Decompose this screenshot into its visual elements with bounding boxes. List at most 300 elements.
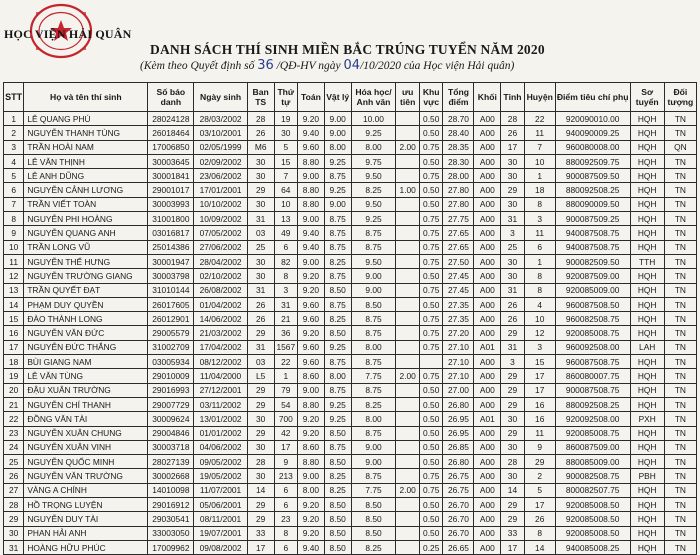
table-row xyxy=(4,326,697,340)
table-cell: 03005934 xyxy=(148,355,194,369)
table-cell: 31001800 xyxy=(148,212,194,226)
table-cell: NGUYỄN THẾ HƯNG xyxy=(24,254,148,268)
table-cell xyxy=(396,397,420,411)
table-cell: 7 xyxy=(274,169,298,183)
table-cell: TN xyxy=(664,426,696,440)
table-cell: 0.50 xyxy=(419,183,443,197)
table-cell: 8.75 xyxy=(351,240,396,254)
table-cell: 9.20 xyxy=(298,112,325,126)
table-cell: A00 xyxy=(474,483,501,497)
table-cell: 16 xyxy=(524,397,555,411)
table-row xyxy=(4,212,697,226)
table-cell: 19 xyxy=(274,112,298,126)
table-row xyxy=(4,126,697,140)
table-cell: 29 xyxy=(247,498,274,512)
table-cell: 31 xyxy=(501,340,525,354)
table-cell: 29 xyxy=(4,512,24,526)
table-cell: 23 xyxy=(4,426,24,440)
table-cell: 9.00 xyxy=(298,169,325,183)
table-cell: 23 xyxy=(274,512,298,526)
table-cell: 14 xyxy=(4,297,24,311)
table-cell: 28/04/2002 xyxy=(194,254,247,268)
table-cell: HQH xyxy=(630,383,664,397)
table-cell: TN xyxy=(664,469,696,483)
table-cell: ĐẬU XUÂN TRƯỜNG xyxy=(24,383,148,397)
table-cell: TN xyxy=(664,126,696,140)
table-cell: 14 xyxy=(524,540,555,554)
table-cell: 29 xyxy=(501,397,525,411)
table-cell: 8.75 xyxy=(351,469,396,483)
table-cell: 5 xyxy=(4,169,24,183)
table-cell: 25 xyxy=(501,240,525,254)
table-cell: 29 xyxy=(501,512,525,526)
table-cell: 30 xyxy=(501,254,525,268)
table-cell: 9.50 xyxy=(351,197,396,211)
table-cell: 8.75 xyxy=(351,355,396,369)
table-cell: 880092508.25 xyxy=(555,397,630,411)
table-cell: 3 xyxy=(274,283,298,297)
table-cell: 79 xyxy=(274,383,298,397)
table-cell: 13 xyxy=(274,212,298,226)
table-cell: A00 xyxy=(474,383,501,397)
table-cell: 3 xyxy=(524,212,555,226)
table-cell: 03016817 xyxy=(148,226,194,240)
table-row xyxy=(4,369,697,383)
table-cell: LAH xyxy=(630,340,664,354)
table-cell: 26.65 xyxy=(443,540,474,554)
table-cell xyxy=(396,540,420,554)
table-cell: A01 xyxy=(474,412,501,426)
table-cell: 9.40 xyxy=(298,540,325,554)
table-cell: 64 xyxy=(274,183,298,197)
table-cell: 03 xyxy=(247,226,274,240)
table-cell: NGUYỄN QUANG ANH xyxy=(24,226,148,240)
table-cell: 5 xyxy=(524,483,555,497)
table-cell: 29 xyxy=(501,369,525,383)
table-cell: 15 xyxy=(524,355,555,369)
table-cell: 17/04/2002 xyxy=(194,340,247,354)
table-cell: 9.00 xyxy=(351,440,396,454)
table-cell: 0.50 xyxy=(419,440,443,454)
table-cell: TN xyxy=(664,183,696,197)
table-cell: 8.50 xyxy=(351,526,396,540)
table-cell: 30001947 xyxy=(148,254,194,268)
table-cell: HQH xyxy=(630,112,664,126)
table-cell: HQH xyxy=(630,498,664,512)
table-cell: 31 xyxy=(247,212,274,226)
table-cell: 880085009.00 xyxy=(555,455,630,469)
table-cell: TN xyxy=(664,112,696,126)
table-cell: 8.75 xyxy=(351,426,396,440)
table-cell: 9.00 xyxy=(324,112,351,126)
table-cell: 02/05/1999 xyxy=(194,140,247,154)
table-cell: 26.70 xyxy=(443,526,474,540)
table-cell: A00 xyxy=(474,283,501,297)
table-cell: 8 xyxy=(524,526,555,540)
table-cell: 920090010.00 xyxy=(555,112,630,126)
table-cell: TN xyxy=(664,540,696,554)
table-cell: 27.45 xyxy=(443,269,474,283)
table-cell: 30 xyxy=(247,440,274,454)
table-cell: 29 xyxy=(247,397,274,411)
table-cell: 11 xyxy=(524,126,555,140)
table-cell: 8.75 xyxy=(324,169,351,183)
table-cell xyxy=(396,212,420,226)
table-cell: 04/06/2002 xyxy=(194,440,247,454)
table-cell: 26.75 xyxy=(443,469,474,483)
table-cell xyxy=(396,526,420,540)
table-cell: 15 xyxy=(4,312,24,326)
table-cell: 6 xyxy=(274,498,298,512)
decision-number: 36 xyxy=(257,58,274,73)
table-cell: 9 xyxy=(524,440,555,454)
table-cell: NGUYỄN PHI HOÀNG xyxy=(24,212,148,226)
table-cell: 8.50 xyxy=(324,512,351,526)
table-cell: TN xyxy=(664,154,696,168)
table-cell xyxy=(396,355,420,369)
table-cell: 6 xyxy=(274,483,298,497)
table-cell: 26 xyxy=(501,312,525,326)
table-cell: 9.00 xyxy=(324,126,351,140)
table-cell: 0.75 xyxy=(419,140,443,154)
table-cell: NGUYỄN TRƯỜNG GIANG xyxy=(24,269,148,283)
table-cell: 900087509.25 xyxy=(555,212,630,226)
table-cell: TN xyxy=(664,297,696,311)
table-cell: 27.45 xyxy=(443,283,474,297)
table-cell: A00 xyxy=(474,183,501,197)
table-cell: 9.00 xyxy=(298,212,325,226)
table-cell: 30 xyxy=(501,412,525,426)
table-cell: 14 xyxy=(247,483,274,497)
table-cell: TRẦN QUYẾT ĐẠT xyxy=(24,283,148,297)
table-cell: 920085008.50 xyxy=(555,498,630,512)
table-cell: 8.00 xyxy=(324,140,351,154)
table-cell: 27.20 xyxy=(443,326,474,340)
table-cell: TN xyxy=(664,169,696,183)
table-cell xyxy=(396,169,420,183)
table-cell: TN xyxy=(664,326,696,340)
table-cell: A00 xyxy=(474,240,501,254)
table-cell: 8.75 xyxy=(324,240,351,254)
table-cell: A00 xyxy=(474,197,501,211)
table-cell: 33 xyxy=(501,526,525,540)
table-cell: 20 xyxy=(4,383,24,397)
table-cell xyxy=(396,283,420,297)
table-cell: 8.80 xyxy=(298,154,325,168)
table-cell: 26 xyxy=(247,312,274,326)
table-cell: 17009962 xyxy=(148,540,194,554)
column-header: Vật lý xyxy=(324,83,351,112)
table-cell: 30003645 xyxy=(148,154,194,168)
table-cell: HQH xyxy=(630,240,664,254)
table-cell: 26.70 xyxy=(443,512,474,526)
table-cell: 8.50 xyxy=(324,526,351,540)
table-cell xyxy=(396,297,420,311)
table-cell: 30 xyxy=(247,154,274,168)
table-cell: 920085009.00 xyxy=(555,283,630,297)
table-cell: 28.40 xyxy=(443,126,474,140)
table-cell: 30 xyxy=(4,526,24,540)
table-row xyxy=(4,312,697,326)
table-cell: LÊ VĂN TÙNG xyxy=(24,369,148,383)
table-row xyxy=(4,197,697,211)
document-subtitle xyxy=(140,58,620,73)
table-cell: 30003993 xyxy=(148,197,194,211)
table-cell: 11/04/2000 xyxy=(194,369,247,383)
table-cell: 29007729 xyxy=(148,397,194,411)
table-cell: HQH xyxy=(630,369,664,383)
table-cell: 26 xyxy=(524,512,555,526)
column-header: Ngày sinh xyxy=(194,83,247,112)
table-row xyxy=(4,240,697,254)
table-cell: 31 xyxy=(4,540,24,554)
table-cell: TN xyxy=(664,226,696,240)
table-row xyxy=(4,254,697,268)
table-cell: A00 xyxy=(474,126,501,140)
table-cell xyxy=(396,126,420,140)
table-cell: 9.25 xyxy=(351,126,396,140)
table-cell: 0.75 xyxy=(419,312,443,326)
table-cell: A00 xyxy=(474,512,501,526)
table-cell: 0.75 xyxy=(419,212,443,226)
column-header: Sơ tuyển xyxy=(630,83,664,112)
table-cell: 9.00 xyxy=(298,469,325,483)
table-cell: 880090009.50 xyxy=(555,197,630,211)
table-cell: NGUYỄN ĐỨC THẮNG xyxy=(24,340,148,354)
table-cell: A00 xyxy=(474,112,501,126)
table-cell: 940087508.75 xyxy=(555,240,630,254)
subtitle-middle: /QĐ-HV ngày xyxy=(273,60,344,72)
table-cell: 0.75 xyxy=(419,283,443,297)
table-cell: 26.75 xyxy=(443,483,474,497)
table-cell xyxy=(396,226,420,240)
table-cell: 03 xyxy=(247,355,274,369)
table-cell: HQH xyxy=(630,326,664,340)
table-cell xyxy=(396,469,420,483)
table-cell: 4 xyxy=(4,154,24,168)
table-cell: A00 xyxy=(474,212,501,226)
table-row xyxy=(4,412,697,426)
table-cell: 4 xyxy=(524,297,555,311)
table-cell: 30 xyxy=(247,469,274,483)
table-cell: 08/11/2001 xyxy=(194,512,247,526)
table-cell: 9.20 xyxy=(298,426,325,440)
table-cell: 27/06/2002 xyxy=(194,240,247,254)
table-cell: 8.00 xyxy=(298,483,325,497)
column-header: Ban TS xyxy=(247,83,274,112)
table-cell: 17/01/2001 xyxy=(194,183,247,197)
table-cell: 17 xyxy=(501,140,525,154)
table-cell: 28024128 xyxy=(148,112,194,126)
table-cell: 3 xyxy=(501,355,525,369)
table-cell: 28.30 xyxy=(443,154,474,168)
table-cell: 30001841 xyxy=(148,169,194,183)
table-cell: 17006850 xyxy=(148,140,194,154)
table-cell xyxy=(419,355,443,369)
table-cell: 9.20 xyxy=(298,412,325,426)
table-cell: HQH xyxy=(630,226,664,240)
table-row xyxy=(4,540,697,554)
table-cell: 1 xyxy=(524,254,555,268)
table-cell: 82 xyxy=(274,254,298,268)
table-cell: NGUYỄN CHÍ THANH xyxy=(24,397,148,411)
table-cell: 8.80 xyxy=(298,455,325,469)
table-cell: 14 xyxy=(501,483,525,497)
table-cell: 8.25 xyxy=(351,397,396,411)
table-cell: 920085008.50 xyxy=(555,526,630,540)
table-cell: L5 xyxy=(247,369,274,383)
table-cell: 28 xyxy=(247,455,274,469)
table-cell: 30 xyxy=(247,412,274,426)
column-header: ưu tiên xyxy=(396,83,420,112)
table-cell: 9.25 xyxy=(351,212,396,226)
table-cell: 0.75 xyxy=(419,483,443,497)
table-cell: 8.50 xyxy=(324,426,351,440)
table-cell: 31 xyxy=(501,212,525,226)
table-cell: 8.25 xyxy=(351,540,396,554)
table-cell xyxy=(396,426,420,440)
table-cell: 29 xyxy=(501,426,525,440)
table-cell: 9.00 xyxy=(298,254,325,268)
table-cell: 30 xyxy=(274,126,298,140)
table-cell: NGUYỄN DUY TÀI xyxy=(24,512,148,526)
table-cell: 7 xyxy=(4,197,24,211)
table-cell: 8.75 xyxy=(351,383,396,397)
table-cell: 8.75 xyxy=(351,312,396,326)
column-header: Số báo danh xyxy=(148,83,194,112)
table-cell: 9.25 xyxy=(324,183,351,197)
table-cell: 28.35 xyxy=(443,140,474,154)
table-cell: A00 xyxy=(474,226,501,240)
table-cell: 10/10/2002 xyxy=(194,197,247,211)
table-cell: 8.25 xyxy=(351,183,396,197)
table-cell: 29 xyxy=(524,455,555,469)
table-cell: 0.75 xyxy=(419,369,443,383)
table-row xyxy=(4,483,697,497)
table-cell: 29016993 xyxy=(148,383,194,397)
table-cell: 8.25 xyxy=(324,254,351,268)
table-cell: 30 xyxy=(501,269,525,283)
table-cell: 9.40 xyxy=(298,240,325,254)
table-cell: 2 xyxy=(524,469,555,483)
table-cell: 29 xyxy=(501,326,525,340)
column-header: Đối tượng xyxy=(664,83,696,112)
table-cell: 30 xyxy=(501,169,525,183)
table-cell xyxy=(396,254,420,268)
table-cell: 17 xyxy=(524,369,555,383)
table-cell: 8.75 xyxy=(324,355,351,369)
table-cell: 07/05/2002 xyxy=(194,226,247,240)
table-cell: HQH xyxy=(630,426,664,440)
table-cell: 0.25 xyxy=(419,540,443,554)
table-cell: 27.35 xyxy=(443,312,474,326)
table-cell: HQH xyxy=(630,312,664,326)
table-cell: 0.75 xyxy=(419,326,443,340)
table-cell: 0.50 xyxy=(419,426,443,440)
table-cell: 27.75 xyxy=(443,212,474,226)
table-cell: 02/09/2002 xyxy=(194,154,247,168)
table-row xyxy=(4,397,697,411)
table-row xyxy=(4,169,697,183)
table-cell: 26.85 xyxy=(443,440,474,454)
table-cell: 9.25 xyxy=(324,412,351,426)
table-cell: 8.00 xyxy=(324,369,351,383)
table-cell: 9.40 xyxy=(298,226,325,240)
table-cell: 18 xyxy=(524,183,555,197)
table-cell: 21 xyxy=(4,397,24,411)
table-cell: 30 xyxy=(247,169,274,183)
table-cell: 26.95 xyxy=(443,426,474,440)
table-cell: 9.00 xyxy=(298,383,325,397)
table-cell: 11 xyxy=(524,226,555,240)
table-cell: 960087508.50 xyxy=(555,297,630,311)
column-header: Tổng điểm xyxy=(443,83,474,112)
table-cell: 26 xyxy=(247,297,274,311)
table-cell: 18 xyxy=(4,355,24,369)
table-cell: 0.50 xyxy=(419,154,443,168)
table-cell: 9.00 xyxy=(324,197,351,211)
table-cell: TN xyxy=(664,526,696,540)
table-cell: 2 xyxy=(4,126,24,140)
table-cell: A00 xyxy=(474,440,501,454)
table-cell: 03/11/2002 xyxy=(194,397,247,411)
table-cell: 940085008.25 xyxy=(555,540,630,554)
table-cell xyxy=(396,112,420,126)
column-header: Thứ tự xyxy=(274,83,298,112)
candidates-table xyxy=(3,82,697,555)
table-row xyxy=(4,297,697,311)
table-cell: 17 xyxy=(524,498,555,512)
table-cell: TRẦN LONG VŨ xyxy=(24,240,148,254)
table-cell: LÊ VĂN THỊNH xyxy=(24,154,148,168)
table-cell: 1567 xyxy=(274,340,298,354)
table-cell: 0.75 xyxy=(419,240,443,254)
table-cell: 8.75 xyxy=(351,226,396,240)
table-cell: 8.00 xyxy=(351,412,396,426)
table-cell: 9.25 xyxy=(324,154,351,168)
table-cell: 920085008.50 xyxy=(555,512,630,526)
table-cell: 28/03/2002 xyxy=(194,112,247,126)
table-cell: A00 xyxy=(474,326,501,340)
table-cell xyxy=(396,512,420,526)
table-row xyxy=(4,426,697,440)
column-header: Toán xyxy=(298,83,325,112)
table-cell xyxy=(396,340,420,354)
table-cell: 8.25 xyxy=(324,469,351,483)
table-cell: 1.00 xyxy=(396,183,420,197)
table-cell: PXH xyxy=(630,412,664,426)
document-title: DANH SÁCH THÍ SINH MIỀN BẮC TRÚNG TUYỂN NĂM 2020 xyxy=(150,42,545,57)
table-cell: 30 xyxy=(247,254,274,268)
table-cell: 900087509.50 xyxy=(555,169,630,183)
table-cell: 33 xyxy=(247,526,274,540)
table-cell: 8.75 xyxy=(324,383,351,397)
table-cell: 28 xyxy=(501,112,525,126)
table-cell: 213 xyxy=(274,469,298,483)
table-cell: 3 xyxy=(4,140,24,154)
table-cell: 1 xyxy=(524,169,555,183)
table-cell: 49 xyxy=(274,226,298,240)
table-cell xyxy=(396,455,420,469)
table-cell: 12 xyxy=(524,326,555,340)
table-cell: TN xyxy=(664,397,696,411)
table-cell: 31 xyxy=(247,283,274,297)
table-cell: 9.60 xyxy=(298,340,325,354)
table-cell: 11 xyxy=(524,426,555,440)
table-cell: TN xyxy=(664,197,696,211)
table-cell: ĐỒNG VĂN TÀI xyxy=(24,412,148,426)
table-cell: TN xyxy=(664,355,696,369)
